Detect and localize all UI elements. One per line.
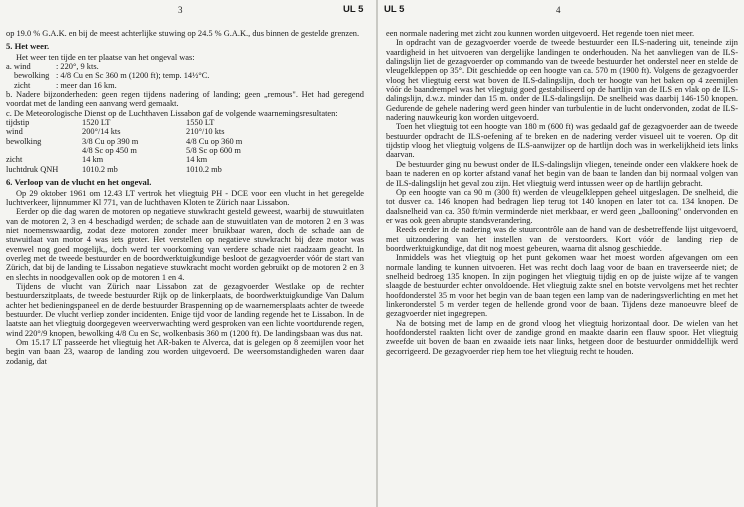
table-cell: : 4/8 Cu en Sc 360 m (1200 ft); temp. 14½°C. bbox=[56, 71, 210, 81]
right-page bbox=[378, 0, 744, 507]
table-row bbox=[6, 137, 242, 146]
table-row bbox=[6, 127, 242, 136]
document-code: UL 5 bbox=[384, 4, 405, 15]
paragraph: Inmiddels was het vliegtuig op het punt gekomen waar het moest worden afgevangen om een normale landing te kunnen uitvoeren. Het was recht doch laag voor de baan en traverseerde niet; de snelheid bedroeg 135 knopen. In zijn pogingen het vliegtuig tijdig en op de juiste wijze af te vangen slaagde de bestuurder echter onvoldoende. Het vliegtuig zakte snel en botste vervolgens met het rechter hoofdonderstel 35 m voor het begin van de baan tegen een lamp van de naderingsverlichting en met het linkeronderstel 5 m verder tegen de hellende grond voor de baan. Tijdens deze manoeuvre bleef de gezagvoerder niet ingegrepen. bbox=[386, 253, 738, 319]
table-cell: : 220°, 9 kts. bbox=[56, 62, 99, 72]
table-cell: wind bbox=[6, 127, 23, 137]
table-cell: 200°/14 kts bbox=[82, 127, 121, 137]
table-row bbox=[6, 165, 242, 174]
paragraph: Op een hoogte van ca 90 m (300 ft) werden de vleugelkleppen geheel uitgeslagen. De snelheid, die tot dusver ca. 146 knopen had bedragen liep terug tot 140 knopen en later tot ca. 134 knopen. De daalsnelheid van ca. 350 ft/min verminderde niet merkbaar, er werd geen „ballooning" ondervonden en er was ook geen abrupte standsverandering. bbox=[386, 187, 738, 225]
table-cell: a. wind bbox=[6, 62, 31, 72]
observation-table bbox=[6, 118, 242, 174]
table-cell: luchtdruk QNH bbox=[6, 164, 59, 174]
table-cell: 1010.2 mb bbox=[186, 164, 222, 174]
table-cell: zicht bbox=[6, 155, 23, 165]
table-cell: 5/8 Sc op 600 m bbox=[186, 146, 241, 156]
table-cell bbox=[6, 146, 82, 155]
paragraph: c. De Meteorologische Dienst op de Luchthaven Lissabon gaf de volgende waarnemingsresultaten: bbox=[6, 108, 338, 118]
table-cell: 3/8 Cu op 390 m bbox=[82, 136, 139, 146]
paragraph: In opdracht van de gezagvoerder voerde de tweede bestuurder een ILS-nadering uit, teneinde zijn vaardigheid in het uitvoeren van dergelijke landingen te onderhouden. Na het aanvliegen van de ILS-dalingslijn liet de gezagvoerder op commando van de tweede bestuurder het onderstel neer en stelde de vleugelkleppen op 35°. Dit geschiedde op een hoogte van ca. 570 m (1900 ft). Volgens de gezagvoerder vloog het vliegtuig eerst wat boven de ILS-dalingslijn, doch ter hoogte van het baken op 4 zeemijlen vóór de baandrempel was het vliegtuig goed gestabiliseerd op de hartlijn van de ILS en vlak op de ILS-dalingslijn, d.w.z. minder dan 15 m. onder de ILS-dalingslijn. De snelheid was daarbij 146-150 knopen. Gedurende de gehele nadering werd geen hinder van turbulentie in de lucht ondervonden, zodat de ILS-nadering nauwkeurig kon worden uitgevoerd. bbox=[386, 38, 738, 123]
left-page-text bbox=[6, 29, 364, 366]
section-heading: 6. Verloop van de vlucht en het ongeval. bbox=[6, 177, 152, 188]
table-cell: 4/8 Cu op 360 m bbox=[186, 136, 243, 146]
paragraph: De bestuurder ging nu bewust onder de ILS-dalingslijn vliegen, teneinde onder een vlakkere hoek de baan te naderen en op korter afstand vanaf het begin van de baan te landen dan bij normaal volgen van de ILS-dalingslijn het geval zou zijn. Het vliegtuig werd intussen weer op de hartlijn gebracht. bbox=[386, 159, 738, 188]
right-page-text bbox=[386, 29, 738, 356]
table-cell: 210°/10 kts bbox=[186, 127, 225, 137]
table-row bbox=[6, 118, 242, 127]
paragraph: Toen het vliegtuig tot een hoogte van 180 m (600 ft) was gedaald gaf de gezagvoerder aan de tweede bestuurder opdracht de ILS-oefening af te breken en de nadering verder visueel uit te voeren. Op dit tijdstip vloog het vliegtuig volgens de ILS-aanwijzer op de hartlijn doch was in werkelijkheid iets links daarvan. bbox=[386, 122, 738, 160]
paragraph: Om 15.17 LT passeerde het vliegtuig het AR-baken te Alverca, dat is gelegen op 8 zeemijlen voor het begin van baan 23, waarop de landing zou worden uitgevoerd. De weersomstandigheden waren daar zodanig, dat bbox=[6, 338, 364, 366]
paragraph: op 19.0 % G.A.K. en bij de meest achterlijke stuwing op 24.5 % G.A.K., dus binnen de gestelde grenzen. bbox=[6, 29, 360, 38]
paragraph: een normale nadering met zicht zou kunnen worden uitgevoerd. Het regende toen niet meer. bbox=[386, 29, 695, 38]
table-cell: bewolking bbox=[14, 71, 50, 81]
table-cell: 4/8 Sc op 450 m bbox=[82, 146, 137, 156]
paragraph: Eerder op die dag waren de motoren op negatieve stuwkracht gesteld geweest, waarbij de stuwuitlaten van de motoren 2, 3 en 4 beschadigd werden; de schade aan de stuwuitlaten van de motoren 2 en 3 was niet noemenswaardig, zodat deze motoren zonder meer bruikbaar waren, doch de schade aan de stuwuitlaat van motor 4 was iets groter. Het verstellen op negatieve stuwkracht bij deze motor was evenwel nog goed mogelijk,, doch werd ter voorkoming van verdere schade niet raadzaam geacht. In overleg met de tweede bestuurder en de boordwerktuigkundige besloot de gezagvoerder vóór de start van Zürich, dat bij de landing te Lissabon negatieve stuwkracht mocht worden gebruikt op de motoren 2 en 3 en slechts in noodgevallen ook op de motoren 1 en 4. bbox=[6, 207, 364, 282]
table-cell: 14 km bbox=[186, 155, 208, 165]
table-cell: bewolking bbox=[6, 136, 42, 146]
table-row bbox=[6, 155, 242, 164]
table-row bbox=[6, 146, 242, 155]
table-cell: : meer dan 16 km. bbox=[56, 80, 117, 90]
paragraph: Reeds eerder in de nadering was de stuurcontrôle aan de hand van de desbetreffende lijst uitgevoerd, met uitzondering van het instellen van de verstoorders. Kort vóór de landing riep de boordwerktuigkundige, dat dit nog moest gebeuren, waarna dit alsnog geschiedde. bbox=[386, 225, 738, 253]
table-cell: 1520 LT bbox=[82, 118, 111, 128]
weather-table bbox=[6, 62, 209, 90]
table-cell: zicht bbox=[14, 80, 31, 90]
paragraph: Na de botsing met de lamp en de grond vloog het vliegtuig horizontaal door. De wielen van het hoofdonderstel raakten licht over de zandige grond en maakte daarin een flauw spoor. Het vliegtuig zweefde uit boven de baan en zwaaide iets naar links, hetgeen door de bestuurder onmiddellijk werd gecorrigeerd. De gezagvoerder riep hem toe het vliegtuig recht te houden. bbox=[386, 318, 738, 356]
document-code: UL 5 bbox=[343, 4, 364, 15]
page-number: 3 bbox=[178, 5, 183, 15]
paragraph: b. Nadere bijzonderheden: geen regen tijdens nadering of landing; geen „remous". Het had geregend voordat met de landing een aanvang werd gemaakt. bbox=[6, 90, 364, 109]
paragraph: Het weer ten tijde en ter plaatse van het ongeval was: bbox=[16, 52, 195, 62]
table-cell: 1010.2 mb bbox=[82, 164, 118, 174]
table-cell: tijdstip bbox=[6, 118, 30, 128]
paragraph: Op 29 oktober 1961 om 12.43 LT vertrok het vliegtuig PH - DCE voor een vlucht in het geregelde luchtverkeer, lijnnummer Kl 771, van de luchthaven Kloten te Zürich naar Lissabon. bbox=[6, 188, 364, 207]
page-number: 4 bbox=[556, 5, 561, 15]
table-cell: 1550 LT bbox=[186, 118, 215, 128]
section-heading: 5. Het weer. bbox=[6, 41, 50, 52]
paragraph: Tijdens de vlucht van Zürich naar Lissabon zat de gezagvoerder Westlake op de rechter bestuurderszitplaats, de tweede bestuurder Rijk op de linkerplaats, de boordwerktuigkundige Van Dalum achter het bedieningspaneel en de derde bestuurder Braspenning op de waarnemersplaats achter de tweede bestuurder. De vlucht verliep zonder incidenten. Enige tijd voor de landing regende het te Lissabon. In de laatste aan het vliegtuig doorgegeven weerverwachting werd gesproken van een lichte voortdurende regen, wind 220°/9 knopen, bewolking 4/8 Cu en Sc, wolkenbasis 360 m (1200 ft). De landingsbaan was dus nat. bbox=[6, 281, 364, 338]
table-cell: 14 km bbox=[82, 155, 104, 165]
